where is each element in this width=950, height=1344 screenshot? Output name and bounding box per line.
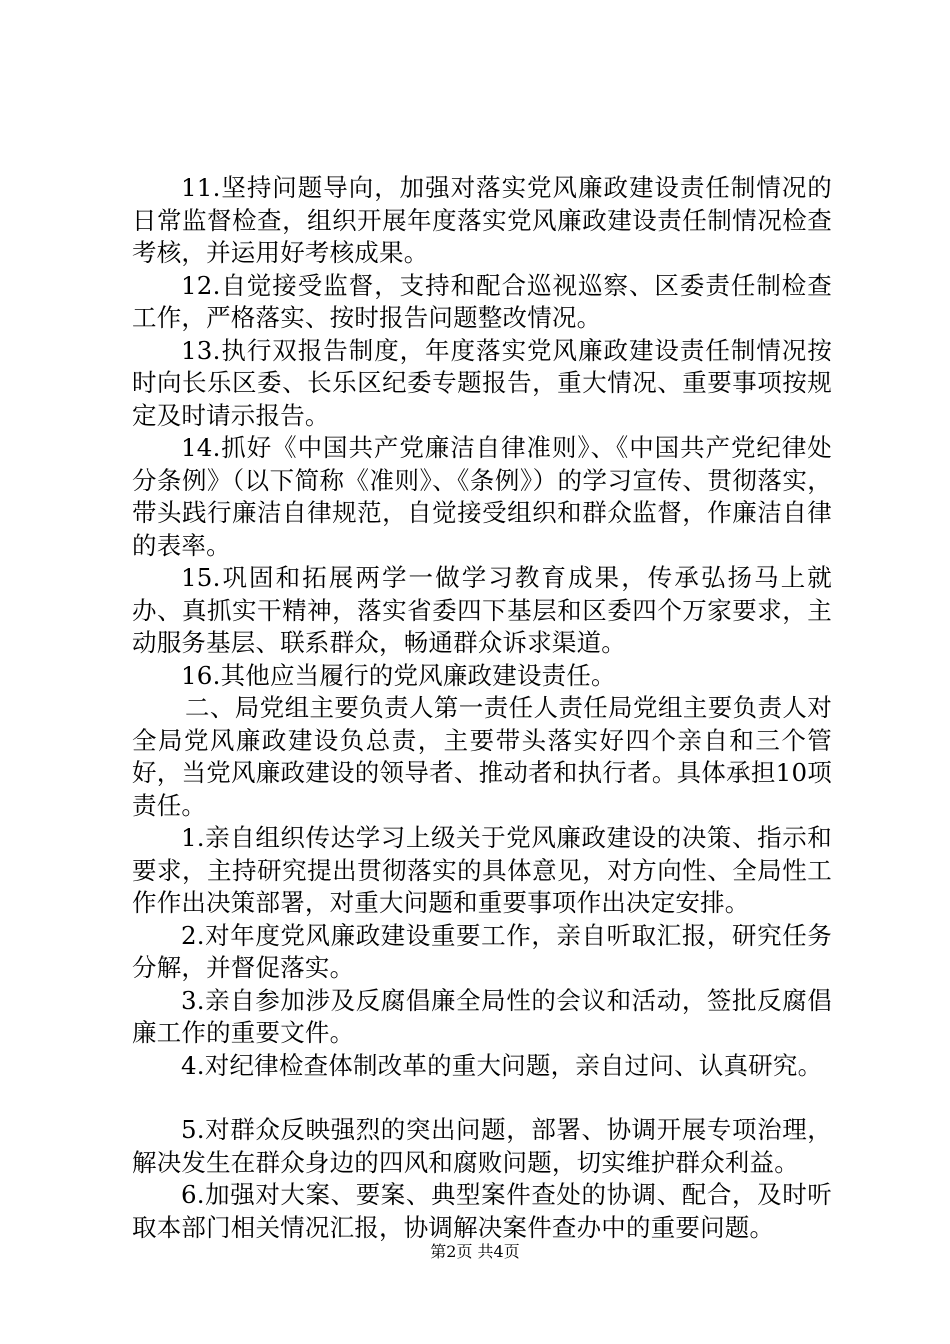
paragraph-item-3: 3.亲自参加涉及反腐倡廉全局性的会议和活动，签批反腐倡廉工作的重要文件。 (132, 985, 832, 1047)
paragraph-item-5: 5.对群众反映强烈的突出问题，部署、协调开展专项治理，解决发生在群众身边的四风和腐败问题，切实维护群众利益。 (132, 1115, 832, 1177)
paragraph-item-16: 16.其他应当履行的党风廉政建设责任。 (181, 660, 616, 690)
paragraph-item-2: 2.对年度党风廉政建设重要工作，亲自听取汇报，研究任务分解，并督促落实。 (132, 920, 832, 982)
paragraph-item-1: 1.亲自组织传达学习上级关于党风廉政建设的决策、指示和要求，主持研究提出贯彻落实的具体意见，对方向性、全局性工作作出决策部署，对重大问题和重要事项作出决定安排。 (132, 823, 832, 917)
section-heading-two: 二、局党组主要负责人第一责任人责任局党组主要负责人对全局党风廉政建设负总责，主要带头落实好四个亲自和三个管好，当党风廉政建设的领导者、推动者和执行者。具体承担10项责任。 (132, 693, 832, 820)
paragraph-item-15: 15.巩固和拓展两学一做学习教育成果，传承弘扬马上就办、真抓实干精神，落实省委四下基层和区委四个万家要求，主动服务基层、联系群众，畅通群众诉求渠道。 (132, 563, 832, 657)
paragraph-item-12: 12.自觉接受监督，支持和配合巡视巡察、区委责任制检查工作，严格落实、按时报告问题整改情况。 (132, 270, 832, 332)
page-number-footer: 第2页 共4页 (430, 1242, 520, 1261)
paragraph-spacer (132, 1082, 832, 1114)
paragraph-item-6: 6.加强对大案、要案、典型案件查处的协调、配合，及时听取本部门相关情况汇报，协调解决案件查办中的重要问题。 (132, 1180, 832, 1242)
document-body (132, 172, 832, 1244)
paragraph-item-13: 13.执行双报告制度，年度落实党风廉政建设责任制情况按时向长乐区委、长乐区纪委专题报告，重大情况、重要事项按规定及时请示报告。 (132, 335, 832, 430)
paragraph-item-11: 11.坚持问题导向，加强对落实党风廉政建设责任制情况的日常监督检查，组织开展年度落实党风廉政建设责任制情况检查考核，并运用好考核成果。 (132, 173, 832, 267)
paragraph-item-4: 4.对纪律检查体制改革的重大问题，亲自过问、认真研究。 (181, 1050, 823, 1080)
paragraph-item-14: 14.抓好《中国共产党廉洁自律准则》、《中国共产党纪律处分条例》（以下简称《准则》、《条例》）的学习宣传、贯彻落实，带头践行廉洁自律规范，自觉接受组织和群众监督，作廉洁自律的表率。 (132, 433, 832, 560)
